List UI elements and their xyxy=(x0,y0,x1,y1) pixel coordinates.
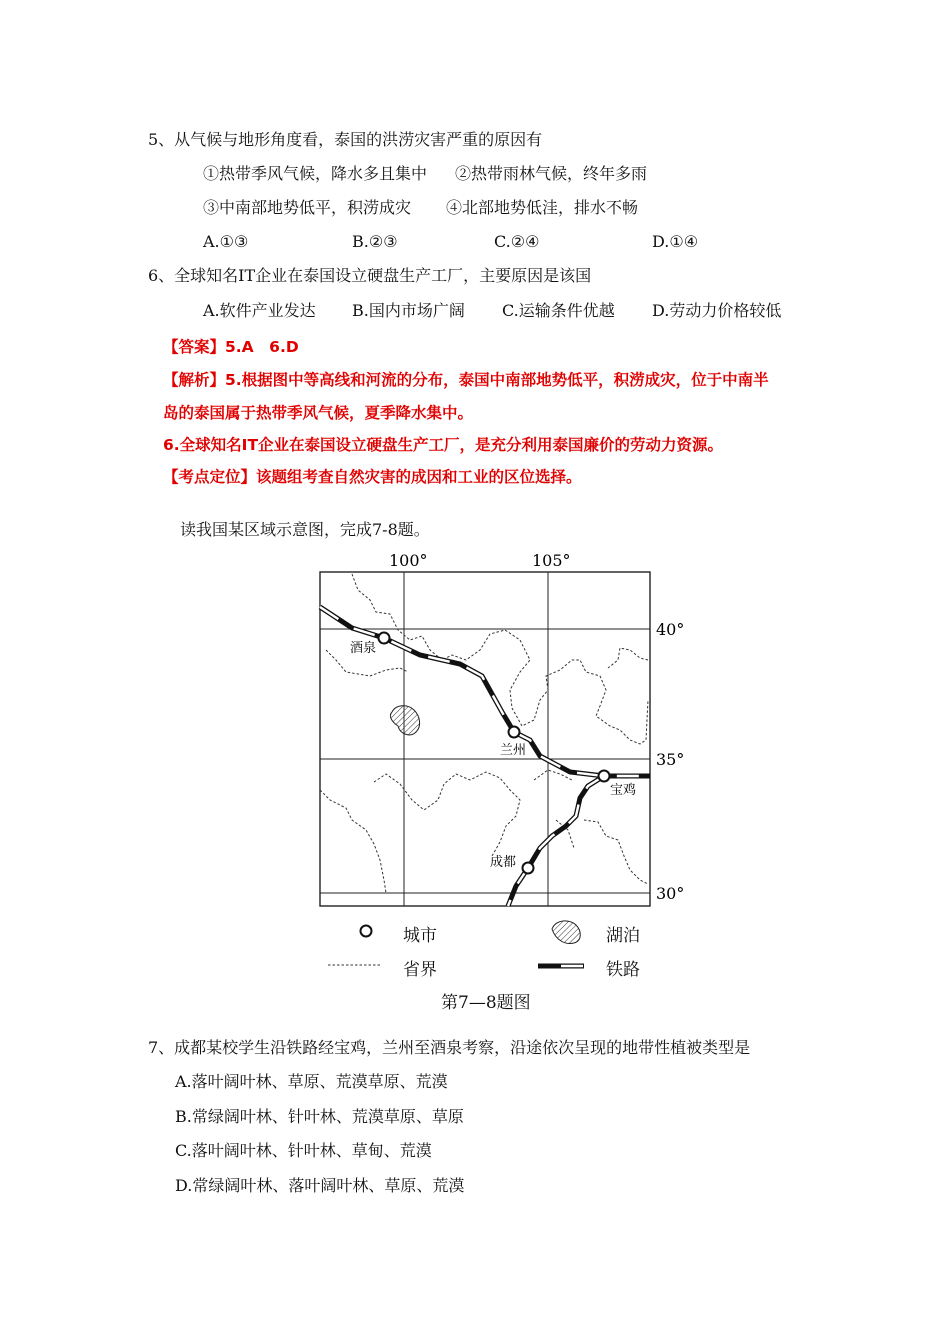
q5-item-2: ②热带雨林气候，终年多雨 xyxy=(455,164,648,183)
legend-lake-label: 湖泊 xyxy=(606,926,640,946)
analysis-line-3: 6.全球知名IT企业在泰国设立硬盘生产工厂，是充分利用泰国廉价的劳动力资源。 xyxy=(163,436,724,454)
lon-label-100: 100° xyxy=(389,551,428,570)
lat-label-30: 30° xyxy=(656,884,685,903)
city-marker-lanzhou xyxy=(509,727,520,738)
map-caption: 第7—8题图 xyxy=(441,993,531,1013)
city-marker-baoji xyxy=(599,771,610,782)
q7-option-d: D.常绿阔叶林、落叶阔叶林、草原、荒漠 xyxy=(175,1176,465,1195)
q6-stem: 6、全球知名IT企业在泰国设立硬盘生产工厂，主要原因是该国 xyxy=(148,266,592,285)
legend-city-icon xyxy=(361,926,372,937)
q7-option-c: C.落叶阔叶林、针叶林、草甸、荒漠 xyxy=(175,1141,432,1160)
q6-option-d: D.劳动力价格较低 xyxy=(652,301,782,320)
q7-option-b: B.常绿阔叶林、针叶林、荒漠草原、草原 xyxy=(175,1107,464,1126)
lat-label-35: 35° xyxy=(656,750,685,769)
lake-icon xyxy=(390,706,419,735)
q7-stem: 7、成都某校学生沿铁路经宝鸡，兰州至酒泉考察，沿途依次呈现的地带性植被类型是 xyxy=(148,1038,751,1057)
lon-label-105: 105° xyxy=(532,551,571,570)
q5-item-1: ①热带季风气候，降水多且集中 xyxy=(203,164,428,183)
q5-option-b: B.②③ xyxy=(352,232,398,251)
legend-lake-icon xyxy=(552,921,580,944)
map-intro: 读我国某区域示意图，完成7-8题。 xyxy=(180,520,430,539)
q6-option-b: B.国内市场广阔 xyxy=(352,301,465,320)
legend-border-label: 省界 xyxy=(403,960,437,980)
city-marker-chengdu xyxy=(523,863,534,874)
q5-option-c: C.②④ xyxy=(494,232,540,251)
focus-line: 【考点定位】该题组考查自然灾害的成因和工业的区位选择。 xyxy=(163,468,582,486)
city-label-baoji: 宝鸡 xyxy=(610,783,637,798)
legend-city-label: 城市 xyxy=(403,926,437,946)
q7-option-a: A.落叶阔叶林、草原、荒漠草原、荒漠 xyxy=(175,1072,448,1091)
q5-stem: 5、从气候与地形角度看，泰国的洪涝灾害严重的原因有 xyxy=(148,130,543,149)
q5-option-a: A.①③ xyxy=(203,232,249,251)
q6-option-a: A.软件产业发达 xyxy=(203,301,316,320)
province-borders xyxy=(320,574,648,893)
q5-option-d: D.①④ xyxy=(652,232,699,251)
q5-item-3: ③中南部地势低平，积涝成灾 xyxy=(203,198,412,217)
map-frame xyxy=(320,572,650,906)
q6-option-c: C.运输条件优越 xyxy=(502,301,615,320)
analysis-line-2: 岛的泰国属于热带季风气候，夏季降水集中。 xyxy=(163,404,474,422)
city-marker-jiuquan xyxy=(379,633,390,644)
city-label-jiuquan: 酒泉 xyxy=(350,641,377,656)
city-label-lanzhou: 兰州 xyxy=(500,743,527,758)
map-legend xyxy=(320,915,700,985)
region-map xyxy=(300,540,700,920)
city-label-chengdu: 成都 xyxy=(490,855,517,870)
analysis-line-1: 【解析】5.根据图中等高线和河流的分布，泰国中南部地势低平，积涝成灾，位于中南半 xyxy=(163,371,769,389)
answer-line: 【答案】5.A 6.D xyxy=(163,338,299,356)
lat-label-40: 40° xyxy=(656,620,685,639)
q5-item-4: ④北部地势低洼，排水不畅 xyxy=(446,198,639,217)
legend-railway-label: 铁路 xyxy=(606,960,640,980)
